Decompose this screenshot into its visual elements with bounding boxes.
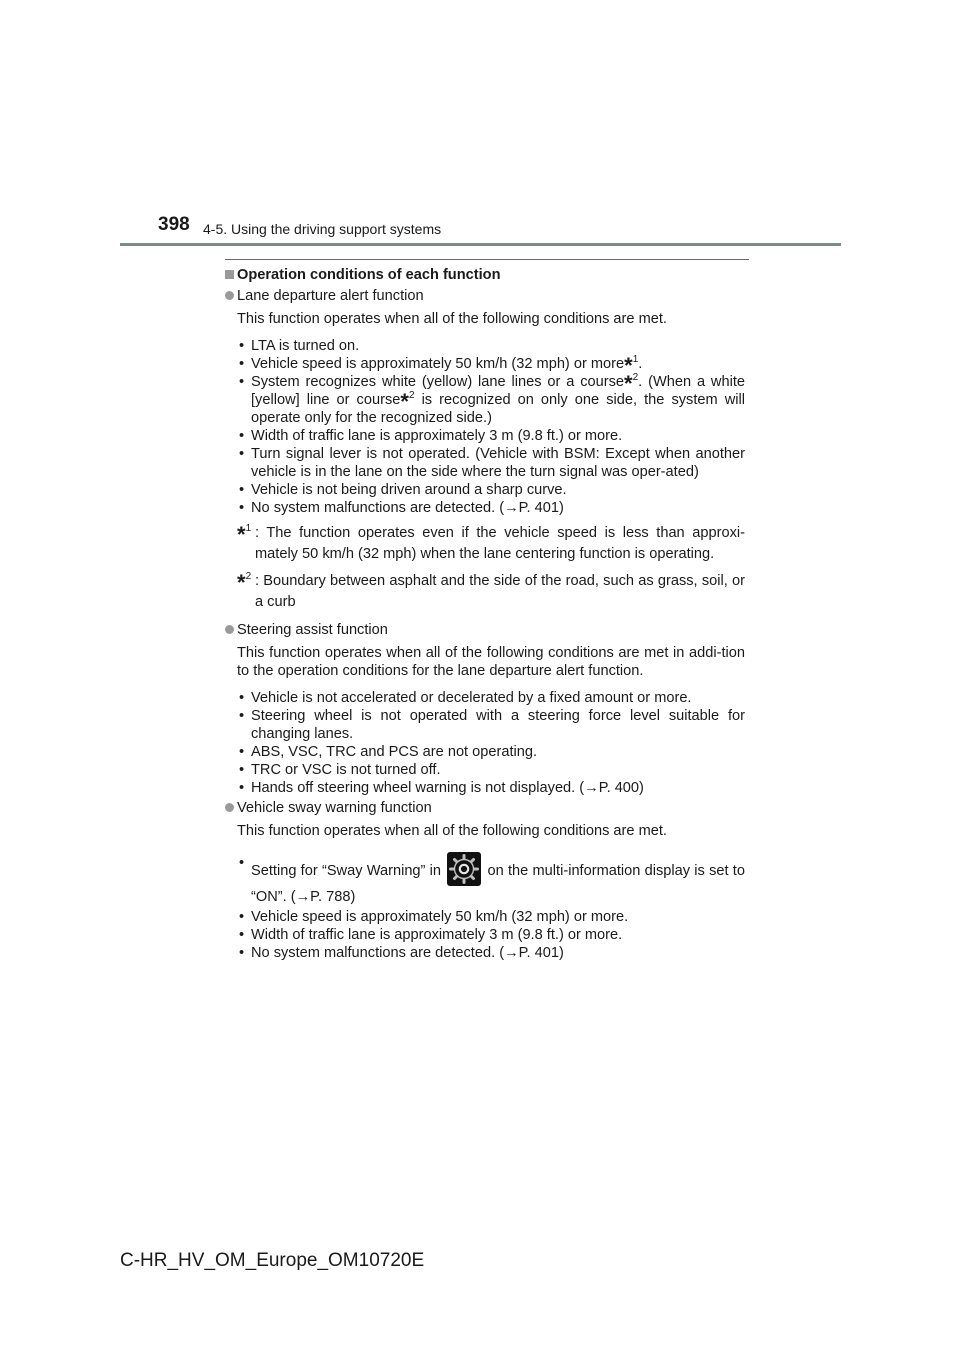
list-item: • Steering wheel is not operated with a steering force level suitable for changing lanes. — [237, 707, 745, 743]
circle-bullet-icon — [225, 291, 234, 300]
document-code: C-HR_HV_OM_Europe_OM10720E — [120, 1250, 425, 1271]
steering-assist-conditions — [237, 689, 745, 797]
steering-assist-intro: This function operates when all of the following conditions are met in addi-tion to the operation conditions for the lane departure alert function. — [237, 645, 745, 679]
footnote-1: *$^1$ : The function operates even if the vehicle speed is less than approxi-mately 50 km/h (32 mph) when the lane centering function is operating. — [237, 522, 745, 562]
list-item: • No system malfunctions are detected. (→P. 401) — [237, 944, 745, 962]
circle-bullet-icon — [225, 803, 234, 812]
sway-warning-title: Vehicle sway warning function — [225, 799, 745, 817]
list-item: • Vehicle speed is approximately 50 km/h (32 mph) or more*$^1$. — [237, 355, 745, 373]
list-item: • No system malfunctions are detected. (→P. 401) — [237, 499, 745, 517]
lane-departure-conditions — [237, 337, 745, 517]
section-title: 4-5. Using the driving support systems — [203, 221, 442, 237]
sub-rule — [225, 259, 749, 260]
section-heading: Operation conditions of each function — [225, 266, 745, 284]
square-bullet-icon — [225, 270, 234, 279]
lane-departure-intro: This function operates when all of the following conditions are met. — [237, 311, 667, 327]
list-item: • Vehicle is not being driven around a sharp curve. — [237, 481, 745, 499]
list-item: • ABS, VSC, TRC and PCS are not operating. — [237, 743, 745, 761]
steering-assist-title: Steering assist function — [225, 621, 745, 639]
list-item: • Width of traffic lane is approximately 3 m (9.8 ft.) or more. — [237, 926, 745, 944]
page-content — [225, 266, 745, 962]
page-number: 398 — [158, 214, 190, 235]
list-item: • Width of traffic lane is approximately 3 m (9.8 ft.) or more. — [237, 427, 745, 445]
sway-warning-intro: This function operates when all of the following conditions are met. — [237, 823, 667, 839]
list-item: • Turn signal lever is not operated. (Vehicle with BSM: Except when another vehicle is in the lane on the side where the turn signal was oper-ated) — [237, 445, 745, 481]
list-item: • System recognizes white (yellow) lane lines or a course*$^2$. (When a white [yellow] line or course*$^2$ is recognized on only one side, the system will operate only for the recognized side.) — [237, 373, 745, 427]
list-item: • Vehicle is not accelerated or decelerated by a fixed amount or more. — [237, 689, 745, 707]
list-item: • Setting for “Sway Warning” in on the multi-information display is set to “ON”. (→P. 788) — [237, 852, 745, 908]
lane-departure-title: Lane departure alert function — [225, 287, 745, 305]
header-rule — [120, 243, 841, 246]
circle-bullet-icon — [225, 625, 234, 634]
footnote-2: *$^2$ : Boundary between asphalt and the side of the road, such as grass, soil, or a curb — [237, 570, 745, 610]
sway-warning-conditions — [237, 852, 745, 962]
gear-icon — [447, 852, 481, 886]
list-item: • Hands off steering wheel warning is not displayed. (→P. 400) — [237, 779, 745, 797]
list-item: • Vehicle speed is approximately 50 km/h (32 mph) or more. — [237, 908, 745, 926]
list-item: • TRC or VSC is not turned off. — [237, 761, 745, 779]
list-item: • LTA is turned on. — [237, 337, 745, 355]
